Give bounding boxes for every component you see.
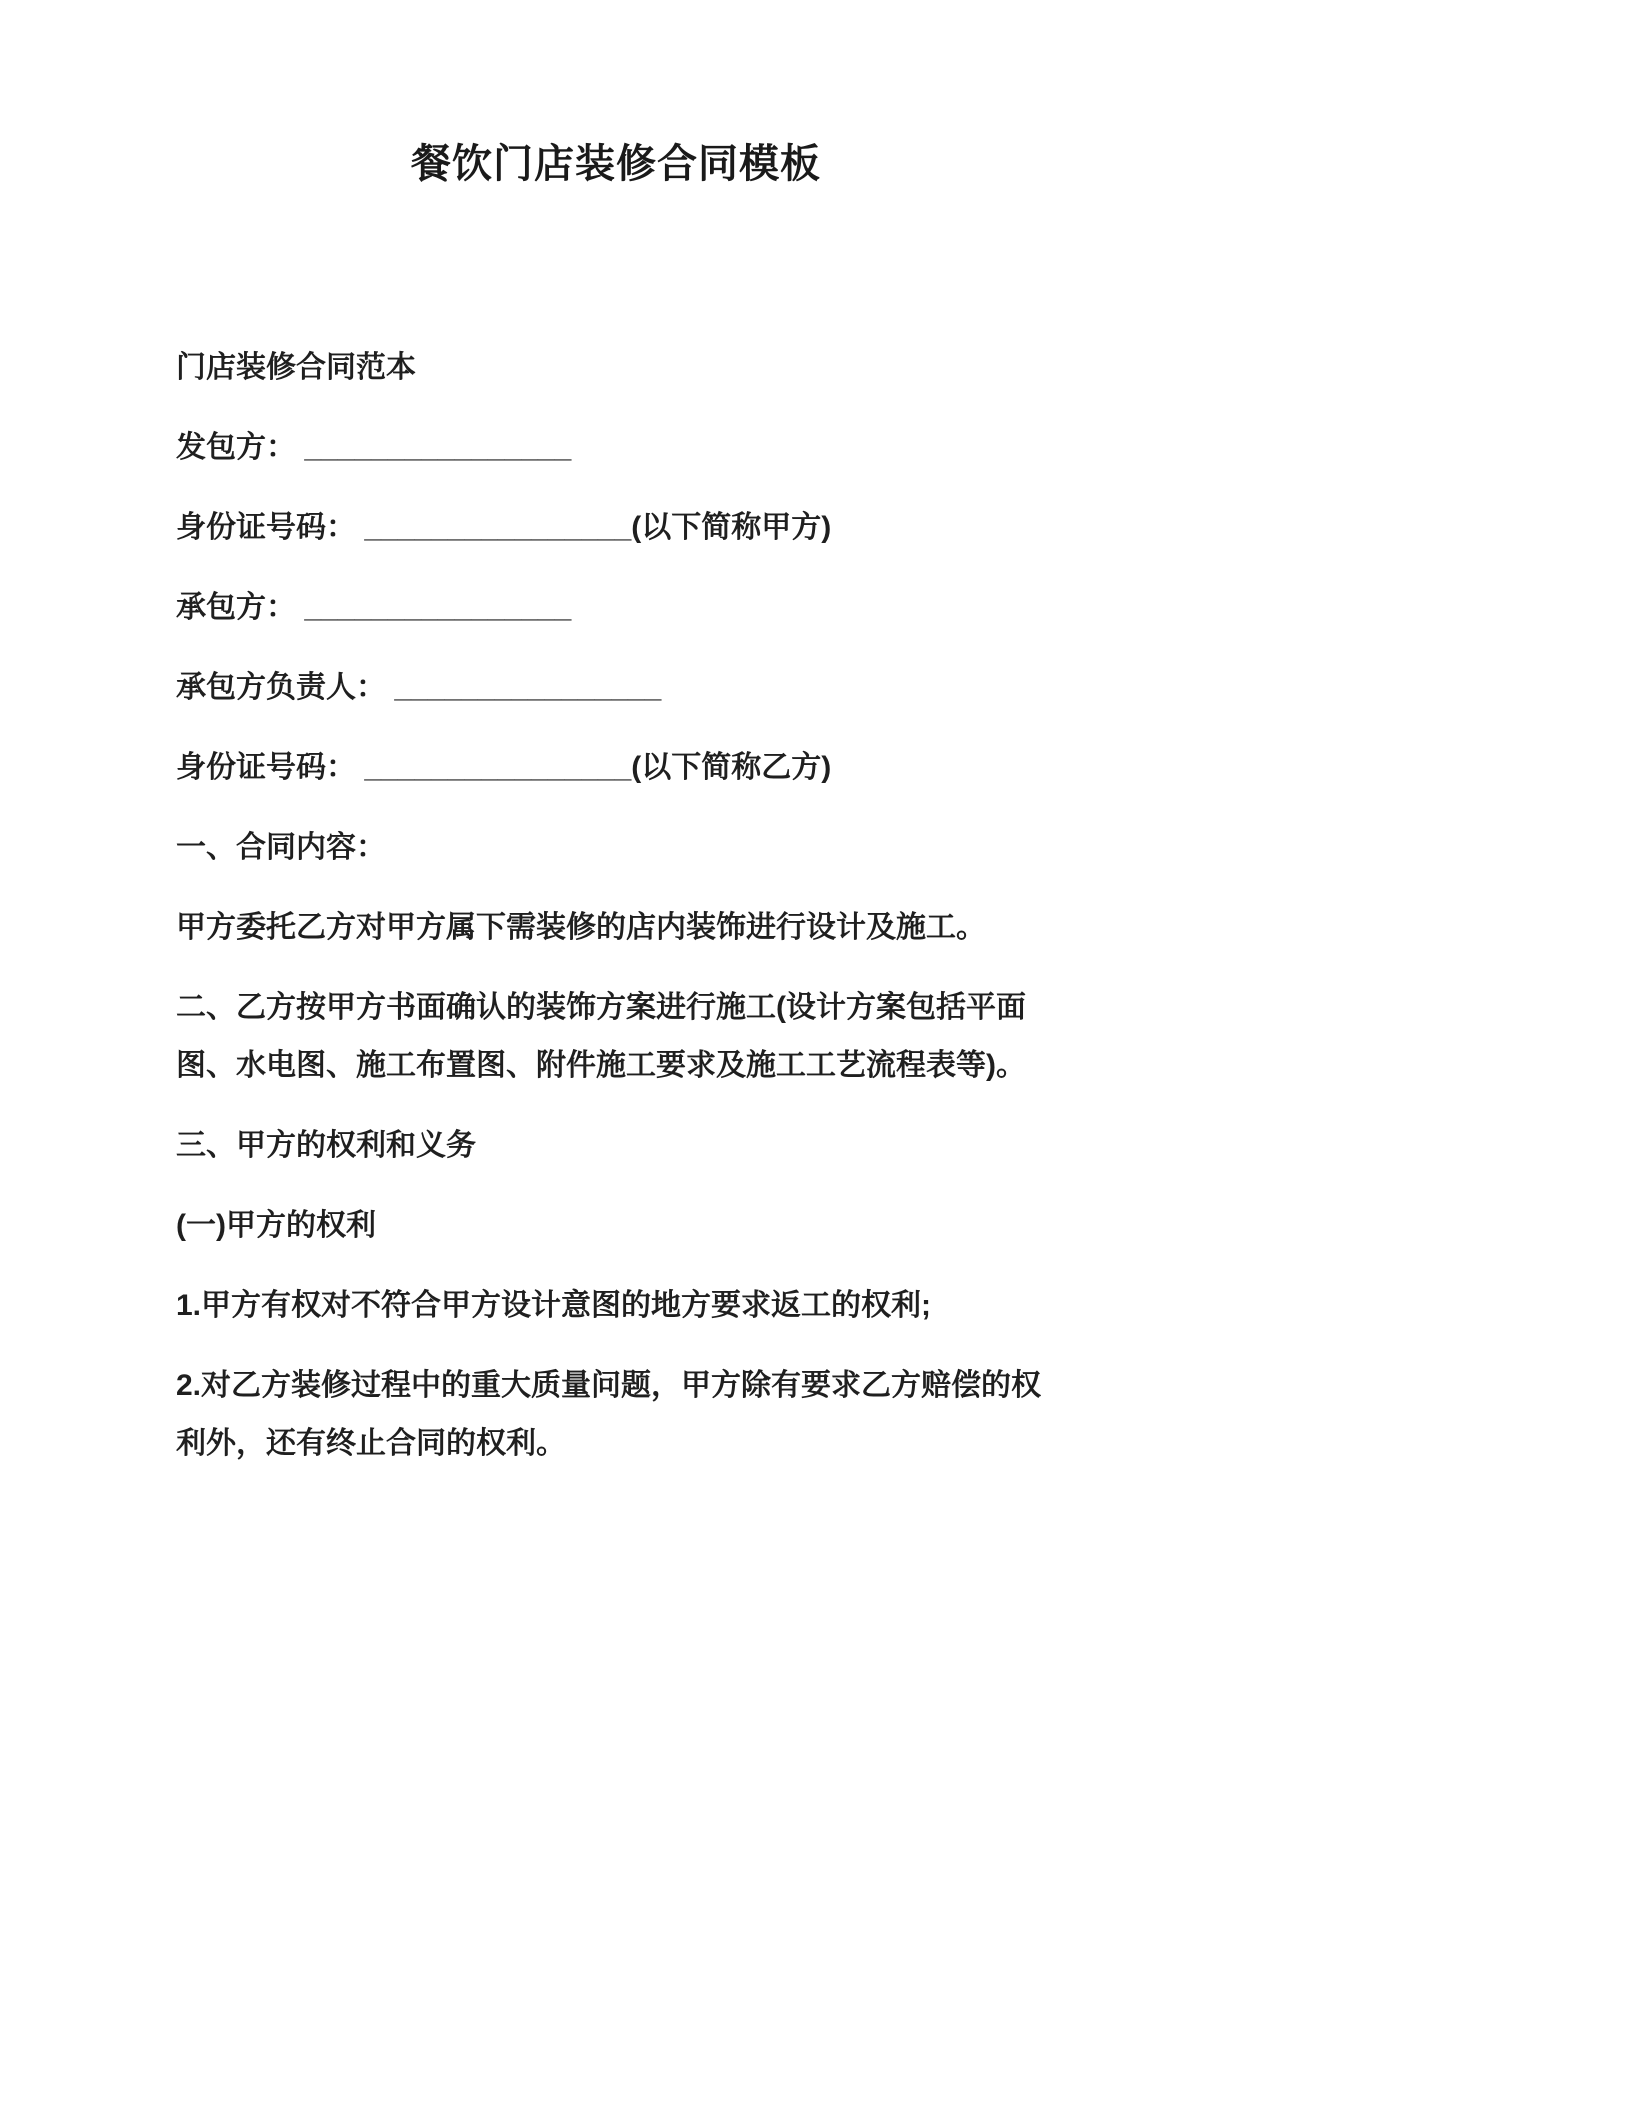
paragraph-section-3-heading: 三、甲方的权利和义务 — [176, 1129, 476, 1162]
paragraph-employer-id-blank: 身份证号码： ________________(以下简称甲方) — [176, 511, 832, 544]
paragraph-contractor-blank: 承包方： ________________ — [176, 591, 572, 624]
paragraph-section-2: 二、乙方按甲方书面确认的装饰方案进行施工(设计方案包括平面图、水电图、施工布置图、附件施工要求及施工工艺流程表等)。 — [176, 991, 1026, 1082]
paragraph-right-item-2: 2.对乙方装修过程中的重大质量问题，甲方除有要求乙方赔偿的权利外，还有终止合同的权利。 — [176, 1369, 1042, 1460]
paragraph-right-item-1: 1.甲方有权对不符合甲方设计意图的地方要求返工的权利; — [176, 1289, 932, 1322]
paragraph-contractor-manager-blank: 承包方负责人： ________________ — [176, 671, 662, 704]
paragraph-employer-blank: 发包方： ________________ — [176, 431, 572, 464]
paragraph-doc-subtitle: 门店装修合同范本 — [176, 351, 416, 384]
paragraph-contractor-id-blank: 身份证号码： ________________(以下简称乙方) — [176, 751, 832, 784]
document-body — [176, 339, 1056, 1473]
paragraph-section-3-sub-1: (一)甲方的权利 — [176, 1209, 376, 1242]
paragraph-section-1-heading: 一、合同内容： — [176, 831, 386, 864]
document-title: 餐饮门店装修合同模板 — [411, 142, 821, 186]
paragraph-section-1-body: 甲方委托乙方对甲方属下需装修的店内装饰进行设计及施工。 — [176, 911, 986, 944]
